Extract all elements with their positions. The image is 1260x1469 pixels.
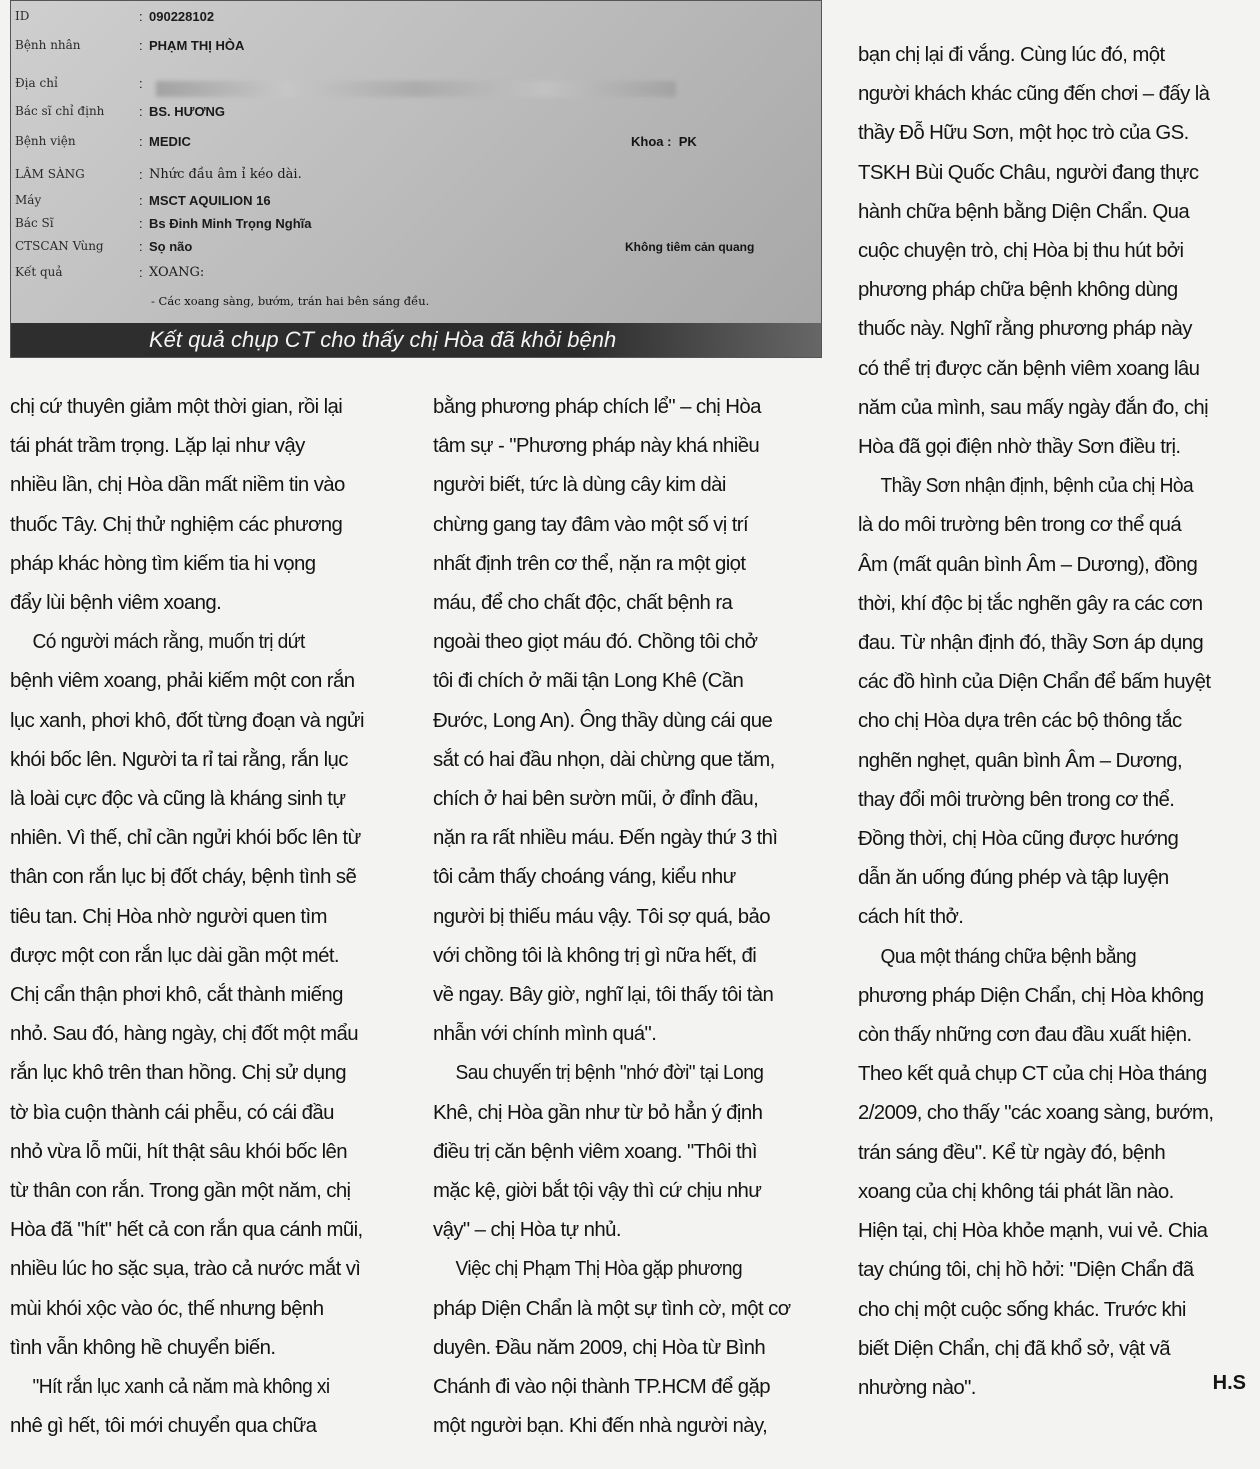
ct-field-value: 090228102 (149, 9, 215, 24)
article-line: thầy Đỗ Hữu Sơn, một học trò của GS. (858, 122, 1189, 145)
article-line: nhẫn với chính mình quá". (433, 1023, 657, 1046)
article-line: về ngay. Bây giờ, nghĩ lại, tôi thấy tôi tàn (433, 984, 774, 1007)
article-line: chị cứ thuyên giảm một thời gian, rồi lại (10, 396, 343, 418)
article-line: Thầy Sơn nhận định, bệnh của chị Hòa (880, 475, 1194, 498)
photo-caption: Kết quả chụp CT cho thấy chị Hòa đã khỏi bệnh (11, 323, 821, 357)
ct-scan-photo (10, 0, 822, 358)
ct-khoa: Khoa : PK (631, 134, 697, 149)
ct-field-label: Kết quả (15, 265, 63, 279)
article-line: nhiều lần, chị Hòa dần mất niềm tin vào (10, 474, 345, 497)
ct-field-label: Bác Sĩ (15, 216, 54, 230)
article-line: duyên. Đầu năm 2009, chị Hòa từ Bình (433, 1336, 766, 1359)
article-line: nặn ra rất nhiều máu. Đến ngày thứ 3 thì (433, 827, 778, 850)
article-line: lục xanh, phơi khô, đốt từng đoạn và ngửi (10, 709, 364, 732)
article-line: 2/2009, cho thấy "các xoang sàng, bướm, (858, 1102, 1214, 1125)
ct-field-value: MSCT AQUILION 16 (149, 193, 271, 208)
article-column-2 (433, 388, 825, 1446)
ct-field-label: Máy (15, 193, 42, 207)
article-line: năm của mình, sau mấy ngày đắn đo, chị (858, 396, 1209, 419)
article-line: bạn chị lại đi vắng. Cùng lúc đó, một (858, 44, 1165, 66)
ct-field-value: XOANG: (149, 265, 205, 280)
article-line: người bị thiếu máu vậy. Tôi sợ quá, bảo (433, 905, 771, 928)
article-line: Chánh đi vào nội thành TP.HCM để gặp (433, 1376, 770, 1399)
article-line: hành chữa bệnh bằng Diện Chẩn. Qua (858, 200, 1190, 223)
article-line: thuốc Tây. Chị thử nghiệm các phương (10, 513, 343, 536)
article-line: chích ở hai bên sườn mũi, ở đỉnh đầu, (433, 788, 759, 811)
article-line: các đồ hình của Diện Chẩn để bấm huyệt (858, 671, 1211, 694)
ct-field-row: CTSCAN Vùng : Sọ não (15, 239, 193, 254)
article-line: thời, khí độc bị tắc nghẽn gây ra các cơn (858, 592, 1203, 615)
article-line: có thể trị được căn bệnh viêm xoang lâu (858, 357, 1200, 380)
article-line: xoang của chị không tái phát lần nào. (858, 1180, 1174, 1203)
article-line: chừng gang tay đâm vào một số vị trí (433, 513, 749, 536)
ct-field-row: Bệnh nhân : PHẠM THỊ HÒA (15, 38, 245, 53)
article-line: bằng phương pháp chích lể" – chị Hòa (433, 396, 761, 418)
article-line: vậy" – chị Hòa tự nhủ. (433, 1219, 621, 1242)
ct-field-label: ID (15, 9, 30, 23)
article-line: thuốc này. Nghĩ rằng phương pháp này (858, 318, 1192, 341)
article-line: nghẽn nghẹt, quân bình Âm – Dương, (858, 749, 1183, 772)
article-line: thân con rắn lục bị đốt cháy, bệnh tình sẽ (10, 866, 357, 889)
article-line: là do môi trường bên trong cơ thể quá (858, 514, 1182, 537)
ct-field-row: Kết quả : XOANG: (15, 265, 205, 280)
article-line: người biết, tức là dùng cây kim dài (433, 474, 726, 497)
article-line: nhỏ vừa lỗ mũi, hít thật sâu khói bốc lên (10, 1140, 348, 1163)
redacted-address (156, 81, 676, 97)
ct-field-value: PHẠM THỊ HÒA (149, 38, 245, 53)
article-line: một người bạn. Khi đến nhà người này, (433, 1415, 768, 1438)
ct-field-row: Địa chỉ : (15, 76, 143, 91)
article-line: nhiên. Vì thế, chỉ cần ngửi khói bốc lên từ (10, 827, 361, 850)
article-line: tình vẫn không hề chuyển biến. (10, 1336, 276, 1359)
ct-result-detail: - Các xoang sàng, bướm, trán hai bên sáng đều. (151, 294, 430, 308)
author-signature: H.S (1212, 1372, 1246, 1394)
article-line: nhiều lúc ho sặc sụa, trào cả nước mắt vì (10, 1258, 361, 1281)
article-line: "Hít rắn lục xanh cả năm mà không xi (32, 1376, 330, 1399)
article-line: đẩy lùi bệnh viêm xoang. (10, 592, 222, 615)
ct-field-label: Bệnh viện (15, 134, 76, 148)
article-line: người khách khác cũng đến chơi – đấy là (858, 83, 1210, 106)
article-line: nhỏ. Sau đó, hàng ngày, chị đốt một mẩu (10, 1023, 359, 1046)
article-line: cho chị một cuộc sống khác. Trước khi (858, 1298, 1186, 1321)
article-line: là loài cực độc và cũng là kháng sinh tự (10, 788, 346, 811)
ct-field-row: Bệnh viện : MEDIC (15, 134, 191, 149)
ct-field-label: Bệnh nhân (15, 38, 81, 52)
article-line: tay chúng tôi, chị hồ hởi: "Diện Chẩn đã (858, 1259, 1194, 1282)
article-line: Âm (mất quân bình Âm – Dương), đồng (858, 553, 1198, 576)
ct-field-row: Máy : MSCT AQUILION 16 (15, 193, 271, 208)
article-line: tôi cảm thấy choáng váng, kiểu như (433, 866, 736, 889)
article-line: rắn lục khô trên than hồng. Chị sử dụng (10, 1062, 346, 1085)
article-line: trán sáng đều". Kể từ ngày đó, bệnh (858, 1141, 1166, 1164)
article-line: mùi khói xộc vào óc, thế nhưng bệnh (10, 1297, 324, 1320)
ct-field-label: Bác sĩ chỉ định (15, 104, 105, 118)
article-line: tôi đi chích ở mãi tận Long Khê (Cần (433, 670, 744, 693)
ct-field-row: Bác Sĩ : Bs Đinh Minh Trọng Nghĩa (15, 216, 312, 231)
article-column-1 (10, 388, 400, 1446)
article-line: tâm sự - "Phương pháp này khá nhiều (433, 435, 760, 458)
article-line: pháp Diện Chẩn là một sự tình cờ, một cơ (433, 1297, 791, 1320)
article-line: nhường nào". (858, 1376, 976, 1399)
article-line: pháp khác hòng tìm kiếm tia hi vọng (10, 552, 316, 575)
ct-field-value: Nhức đầu âm ỉ kéo dài. (149, 167, 302, 182)
article-line: thay đổi môi trường bên trong cơ thể. (858, 788, 1175, 811)
ct-field-row: Bác sĩ chỉ định : BS. HƯƠNG (15, 104, 226, 119)
article-line: Có người mách rằng, muốn trị dứt (32, 631, 305, 654)
article-line: tờ bìa cuộn thành cái phễu, có cái đầu (10, 1101, 334, 1124)
article-line: Hòa đã gọi điện nhờ thầy Sơn điều trị. (858, 436, 1181, 459)
article-line: Chị cẩn thận phơi khô, cắt thành miếng (10, 984, 343, 1007)
ct-field-value: Bs Đinh Minh Trọng Nghĩa (149, 216, 312, 231)
ct-field-label: LÂM SÀNG (15, 167, 85, 181)
article-line: Khê, chị Hòa gần như từ bỏ hẳn ý định (433, 1101, 763, 1124)
article-line: điều trị căn bệnh viêm xoang. "Thôi thì (433, 1140, 757, 1163)
article-line: bệnh viêm xoang, phải kiếm một con rắn (10, 670, 355, 693)
article-line: mặc kệ, giời bắt tội vậy thì cứ chịu như (433, 1180, 762, 1203)
article-line: Sau chuyến trị bệnh "nhớ đời" tại Long (455, 1062, 764, 1085)
article-line: nhê gì hết, tôi mới chuyển qua chữa (10, 1415, 317, 1438)
ct-contrast-note: Không tiêm cản quang (625, 240, 755, 254)
article-line: khói bốc lên. Người ta rỉ tai rằng, rắn lục (10, 748, 348, 771)
ct-field-label: Địa chỉ (15, 76, 58, 90)
article-line: TSKH Bùi Quốc Châu, người đang thực (858, 161, 1199, 184)
ct-field-value: MEDIC (149, 134, 191, 149)
article-line: tái phát trầm trọng. Lặp lại như vậy (10, 435, 305, 458)
article-line: Hiện tại, chị Hòa khỏe mạnh, vui vẻ. Chia (858, 1220, 1208, 1243)
article-line: tiêu tan. Chị Hòa nhờ người quen tìm (10, 905, 327, 928)
article-line: máu, để cho chất độc, chất bệnh ra (433, 592, 733, 615)
article-line: Đước, Long An). Ông thầy dùng cái que (433, 709, 773, 732)
article-column-3 (858, 36, 1248, 1408)
article-line: được một con rắn lục dài gần một mét. (10, 944, 339, 967)
article-line: đau. Từ nhận định đó, thầy Sơn áp dụng (858, 632, 1204, 655)
article-line: còn thấy những cơn đau đầu xuất hiện. (858, 1024, 1192, 1047)
article-line: cho chị Hòa dựa trên các bộ thông tắc (858, 710, 1182, 733)
article-line: sắt có hai đầu nhọn, dài chừng que tăm, (433, 748, 775, 771)
article-line: Theo kết quả chụp CT của chị Hòa tháng (858, 1063, 1207, 1086)
ct-field-row: LÂM SÀNG : Nhức đầu âm ỉ kéo dài. (15, 167, 302, 182)
article-line: cách hít thở. (858, 906, 964, 929)
article-line: Hòa đã "hít" hết cả con rắn qua cánh mũi, (10, 1219, 363, 1242)
article-line: Đồng thời, chị Hòa cũng được hướng (858, 828, 1179, 851)
article-line: Việc chị Phạm Thị Hòa gặp phương (455, 1258, 743, 1281)
article-line: từ thân con rắn. Trong gần một năm, chị (10, 1180, 351, 1203)
ct-field-label: CTSCAN Vùng (15, 239, 104, 253)
ct-field-value: BS. HƯƠNG (149, 104, 226, 119)
article-line: phương pháp Diện Chẩn, chị Hòa không (858, 984, 1204, 1007)
article-line: cuộc chuyện trò, chị Hòa bị thu hút bởi (858, 240, 1184, 263)
article-line: ngoài theo giọt máu đó. Chồng tôi chở (433, 631, 758, 654)
article-line: phương pháp chữa bệnh không dùng (858, 279, 1178, 302)
ct-field-value: Sọ não (149, 239, 193, 254)
ct-field-row: ID : 090228102 (15, 9, 215, 24)
article-line: nhất định trên cơ thể, nặn ra một giọt (433, 552, 746, 575)
article-line: dẫn ăn uống đúng phép và tập luyện (858, 867, 1169, 890)
article-line: Qua một tháng chữa bệnh bằng (880, 945, 1137, 968)
article-line: biết Diện Chẩn, chị đã khổ sở, vật vã (858, 1337, 1170, 1360)
article-line: với chồng tôi là không trị gì nữa hết, đi (433, 944, 757, 967)
